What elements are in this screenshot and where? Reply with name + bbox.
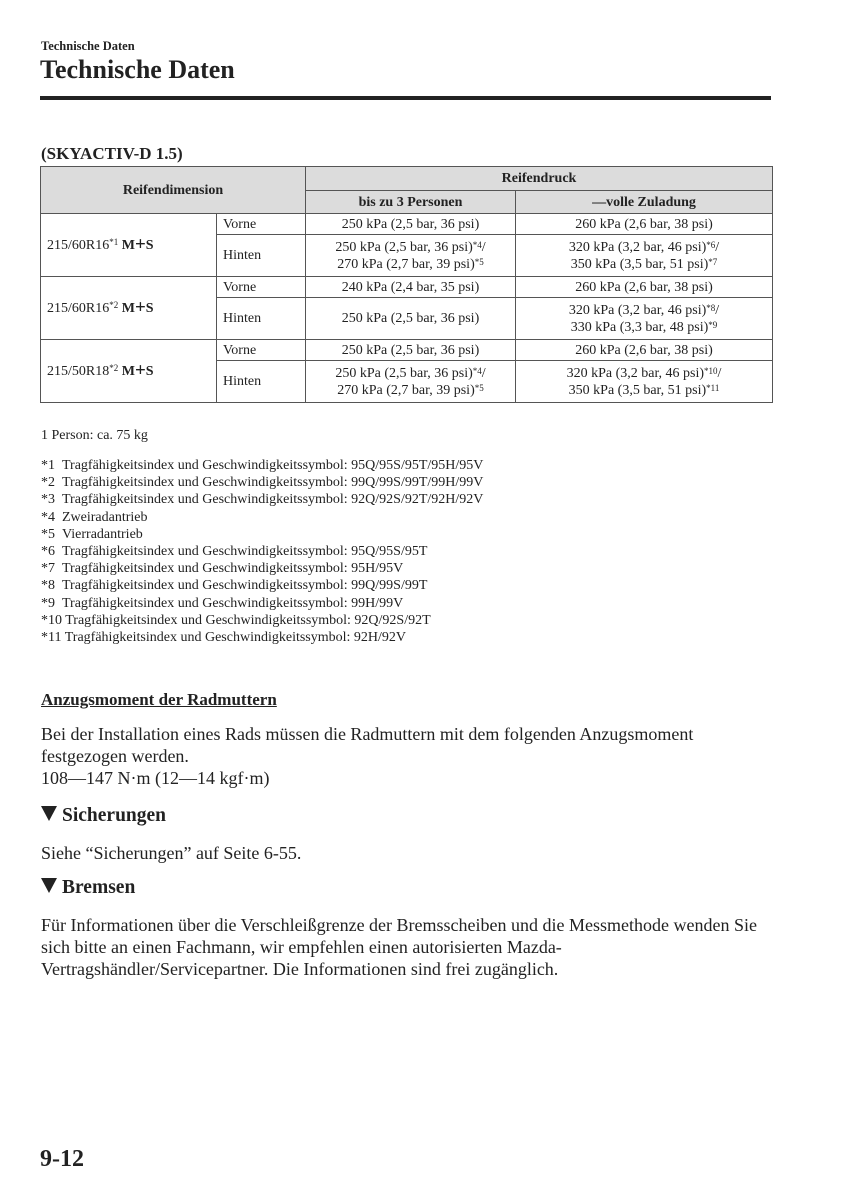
footnote-item: *1 Tragfähigkeitsindex und Geschwindigkeitssymbol: 95Q/95S/95T/95H/95V — [41, 458, 484, 473]
running-head: Technische Daten — [41, 39, 135, 53]
footnote-ref: *4 — [472, 365, 482, 376]
pressure-value: 250 kPa (2,5 bar, 36 psi) — [306, 340, 516, 361]
table-row — [41, 214, 773, 235]
pressure-value: 250 kPa (2,5 bar, 36 psi)$^{*4}$/ 270 kPa (2,7 bar, 39 psi)$^{*5}$ — [306, 361, 516, 403]
tire-pressure-table — [40, 166, 773, 403]
footnote-list — [41, 457, 483, 646]
header-up-to-3-persons: bis zu 3 Personen — [306, 191, 516, 214]
tire-dimension: 215/50R18 — [47, 364, 110, 379]
pressure-value: 250 kPa (2,5 bar, 36 psi) — [306, 214, 516, 235]
position-front: Vorne — [217, 214, 306, 235]
page-number: 9-12 — [40, 1146, 84, 1172]
pressure-value: 320 kPa (3,2 bar, 46 psi)$^{*8}$/ 330 kPa (3,3 bar, 48 psi)$^{*9}$ — [516, 298, 773, 340]
mud-snow-marking: M+S — [121, 360, 154, 381]
footnote-item: *10 Tragfähigkeitsindex und Geschwindigkeitssymbol: 92Q/92S/92T — [41, 612, 431, 628]
pressure-value: 250 kPa (2,5 bar, 36 psi)$^{*4}$/ 270 kPa (2,7 bar, 39 psi)$^{*5}$ — [306, 235, 516, 277]
pressure-value: 240 kPa (2,4 bar, 35 psi) — [306, 277, 516, 298]
pressure-value: 260 kPa (2,6 bar, 38 psi) — [516, 277, 773, 298]
footnote-item: *7 Tragfähigkeitsindex und Geschwindigkeitssymbol: 95H/95V — [41, 561, 404, 577]
title-rule — [40, 96, 771, 100]
footnote-item: *6 Tragfähigkeitsindex und Geschwindigkeitssymbol: 95Q/95S/95T — [41, 544, 428, 560]
header-tire-pressure: Reifendruck — [306, 167, 773, 191]
table-row — [41, 340, 773, 361]
footnote-ref: *11 — [706, 382, 720, 393]
pressure-value: 260 kPa (2,6 bar, 38 psi) — [516, 340, 773, 361]
position-front: Vorne — [217, 340, 306, 361]
engine-section-label: (SKYACTIV-D 1.5) — [41, 144, 183, 163]
footnote-ref: *5 — [474, 256, 484, 267]
footnote-item: *4 Zweiradantrieb — [41, 509, 148, 525]
footnote-ref: *1 — [109, 237, 119, 247]
footnote-ref: *5 — [474, 382, 484, 393]
torque-value: 108—147 N·m (12—14 kgf·m) — [41, 768, 270, 788]
footnote-ref: *2 — [109, 300, 119, 310]
page-title: Technische Daten — [40, 55, 235, 84]
footnote-ref: *2 — [109, 363, 119, 373]
torque-text: Bei der Installation eines Rads müssen die Radmuttern mit dem folgenden Anzugsmoment festgezogen werden. — [41, 724, 694, 766]
footnote-ref: *8 — [706, 302, 716, 313]
footnote-ref: *10 — [704, 365, 718, 376]
tire-dimension-cell — [41, 277, 217, 340]
header-tire-dimension: Reifendimension — [41, 167, 306, 214]
footnote-item: *2 Tragfähigkeitsindex und Geschwindigkeitssymbol: 99Q/99S/99T/99H/99V — [41, 475, 484, 491]
torque-heading: Anzugsmoment der Radmuttern — [41, 690, 277, 709]
mud-snow-marking: M+S — [121, 297, 154, 318]
footnote-item: *11 Tragfähigkeitsindex und Geschwindigkeitssymbol: 92H/92V — [41, 630, 407, 646]
tire-dimension: 215/60R16 — [47, 238, 110, 253]
footnote-ref: *9 — [708, 319, 718, 330]
brakes-heading: Bremsen — [41, 877, 135, 899]
footnote-item: *3 Tragfähigkeitsindex und Geschwindigkeitssymbol: 92Q/92S/92T/92H/92V — [41, 492, 484, 508]
pressure-value: 260 kPa (2,6 bar, 38 psi) — [516, 214, 773, 235]
mud-snow-marking: M+S — [121, 234, 154, 255]
footnote-ref: *6 — [706, 239, 716, 250]
triangle-down-icon — [41, 806, 57, 821]
footnote-item: *8 Tragfähigkeitsindex und Geschwindigkeitssymbol: 99Q/99S/99T — [41, 578, 428, 594]
fuses-heading: Sicherungen — [41, 805, 166, 827]
footnote-item: *5 Vierradantrieb — [41, 526, 143, 542]
pressure-value: 250 kPa (2,5 bar, 36 psi) — [306, 298, 516, 340]
position-rear: Hinten — [217, 361, 306, 403]
tire-dimension: 215/60R16 — [47, 301, 110, 316]
position-rear: Hinten — [217, 298, 306, 340]
header-full-load: —volle Zuladung — [516, 191, 773, 214]
tire-dimension-cell — [41, 214, 217, 277]
person-weight-note: 1 Person: ca. 75 kg — [41, 428, 148, 443]
pressure-value: 320 kPa (3,2 bar, 46 psi)$^{*10}$/ 350 kPa (3,5 bar, 51 psi)$^{*11}$ — [516, 361, 773, 403]
tire-dimension-cell — [41, 340, 217, 403]
table-row — [41, 277, 773, 298]
footnote-ref: *7 — [708, 256, 718, 267]
brakes-text: Für Informationen über die Verschleißgrenze der Bremsscheiben und die Messmethode wenden Sie sich bitte an einen Fachmann, wir empfehlen einen autorisierten Mazda-Vertragshändler/Servicepartner. Die Informationen sind frei zugänglich. — [41, 915, 757, 979]
pressure-value: 320 kPa (3,2 bar, 46 psi)$^{*6}$/ 350 kPa (3,5 bar, 51 psi)$^{*7}$ — [516, 235, 773, 277]
footnote-ref: *4 — [472, 239, 482, 250]
triangle-down-icon — [41, 878, 57, 893]
footnote-item: *9 Tragfähigkeitsindex und Geschwindigkeitssymbol: 99H/99V — [41, 595, 404, 611]
table-header-row — [41, 167, 773, 191]
position-front: Vorne — [217, 277, 306, 298]
position-rear: Hinten — [217, 235, 306, 277]
fuses-text: Siehe “Sicherungen” auf Seite 6-55. — [41, 843, 302, 863]
